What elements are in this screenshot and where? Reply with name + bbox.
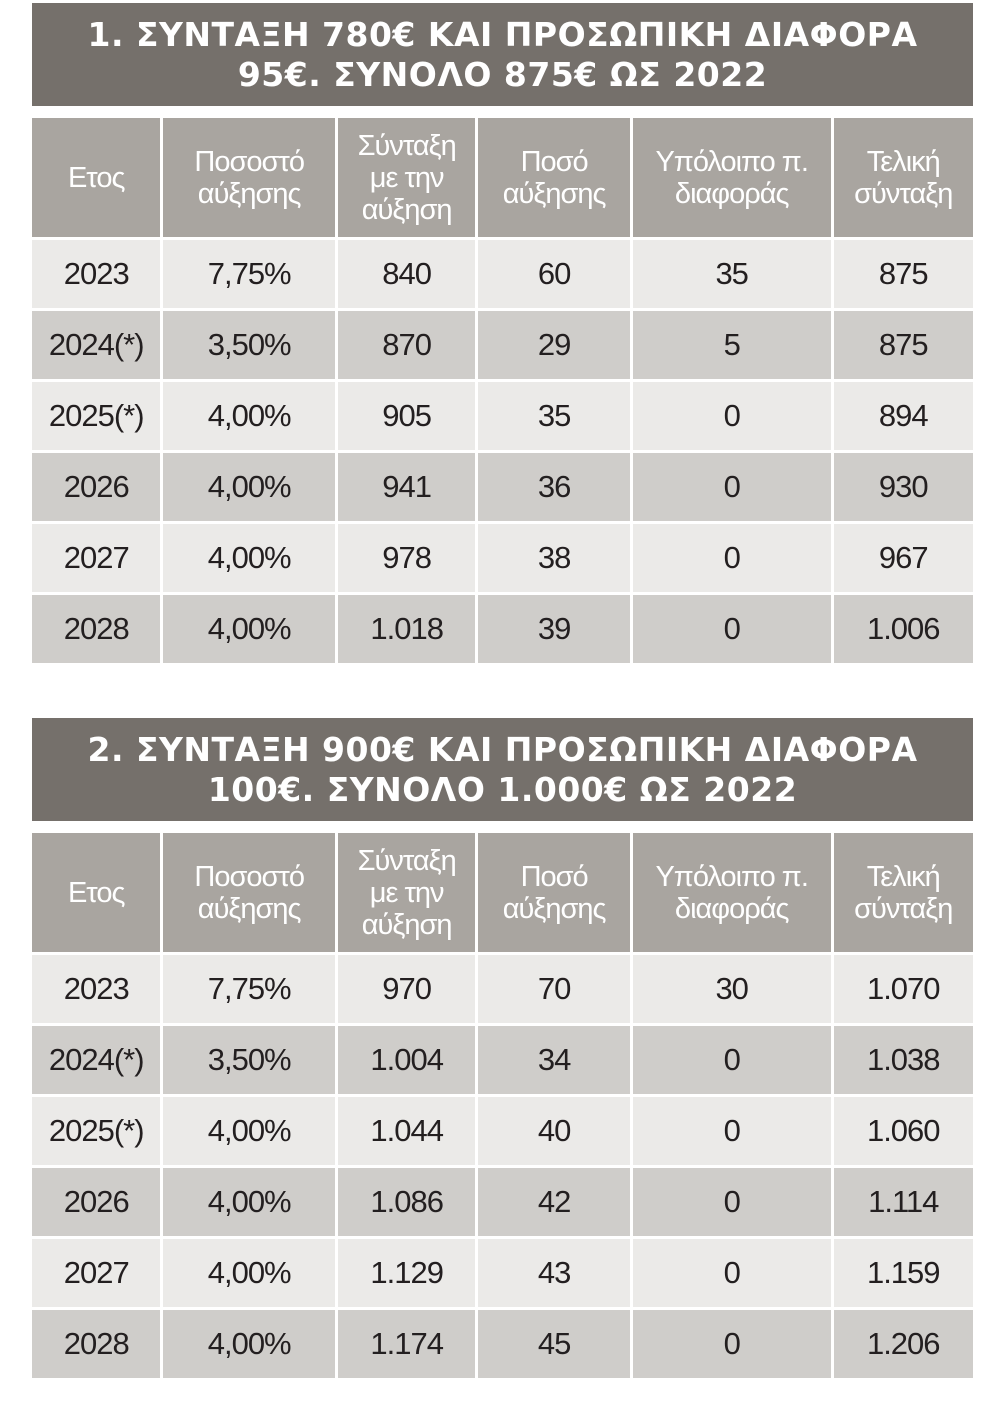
cell-remaining-difference: 0: [633, 524, 831, 592]
pension-table-2: [32, 718, 973, 1381]
cell-year: 2024(*): [32, 311, 160, 379]
title-line: 100€. ΣΥΝΟΛΟ 1.000€ ΩΣ 2022: [207, 769, 798, 809]
cell-pension-increased: 840: [338, 240, 475, 308]
cell-year: 2028: [32, 595, 160, 663]
cell-rate: 4,00%: [163, 382, 335, 450]
cell-year: 2026: [32, 453, 160, 521]
cell-final-pension: 1.206: [834, 1310, 974, 1378]
cell-final-pension: 1.060: [834, 1097, 974, 1165]
column-header: Υπόλοιπο π. διαφοράς: [633, 118, 831, 237]
cell-increase-amount: 36: [478, 453, 629, 521]
table-row: [32, 1310, 973, 1378]
cell-year: 2025(*): [32, 382, 160, 450]
cell-increase-amount: 29: [478, 311, 629, 379]
cell-final-pension: 1.006: [834, 595, 974, 663]
cell-increase-amount: 38: [478, 524, 629, 592]
cell-pension-increased: 905: [338, 382, 475, 450]
cell-year: 2027: [32, 524, 160, 592]
cell-pension-increased: 1.174: [338, 1310, 475, 1378]
cell-remaining-difference: 0: [633, 1026, 831, 1094]
pension-table-1: [32, 3, 973, 666]
cell-year: 2023: [32, 955, 160, 1023]
table-row: [32, 955, 973, 1023]
cell-remaining-difference: 5: [633, 311, 831, 379]
cell-rate: 4,00%: [163, 1310, 335, 1378]
cell-year: 2028: [32, 1310, 160, 1378]
cell-pension-increased: 941: [338, 453, 475, 521]
cell-final-pension: 1.070: [834, 955, 974, 1023]
cell-final-pension: 894: [834, 382, 974, 450]
cell-increase-amount: 43: [478, 1239, 629, 1307]
table-row: [32, 524, 973, 592]
cell-remaining-difference: 35: [633, 240, 831, 308]
cell-rate: 4,00%: [163, 1097, 335, 1165]
data-table: [29, 830, 976, 1381]
table-row: [32, 240, 973, 308]
cell-remaining-difference: 0: [633, 1310, 831, 1378]
cell-remaining-difference: 0: [633, 595, 831, 663]
cell-remaining-difference: 0: [633, 1239, 831, 1307]
table-row: [32, 1168, 973, 1236]
cell-rate: 3,50%: [163, 311, 335, 379]
cell-rate: 3,50%: [163, 1026, 335, 1094]
table-row: [32, 1097, 973, 1165]
column-header: Τελική σύνταξη: [834, 833, 974, 952]
column-header: Ποσοστό αύξησης: [163, 833, 335, 952]
cell-rate: 4,00%: [163, 453, 335, 521]
cell-year: 2027: [32, 1239, 160, 1307]
cell-final-pension: 967: [834, 524, 974, 592]
cell-pension-increased: 1.004: [338, 1026, 475, 1094]
column-header: Ποσό αύξησης: [478, 118, 629, 237]
cell-rate: 7,75%: [163, 955, 335, 1023]
column-header: Ποσό αύξησης: [478, 833, 629, 952]
title-line: 95€. ΣΥΝΟΛΟ 875€ ΩΣ 2022: [237, 54, 768, 94]
cell-final-pension: 1.159: [834, 1239, 974, 1307]
cell-remaining-difference: 0: [633, 1168, 831, 1236]
cell-final-pension: 875: [834, 311, 974, 379]
column-header: Σύνταξη με την αύξηση: [338, 118, 475, 237]
cell-remaining-difference: 0: [633, 382, 831, 450]
cell-increase-amount: 42: [478, 1168, 629, 1236]
cell-rate: 4,00%: [163, 524, 335, 592]
cell-increase-amount: 40: [478, 1097, 629, 1165]
cell-year: 2024(*): [32, 1026, 160, 1094]
table-row: [32, 382, 973, 450]
data-table: [29, 115, 976, 666]
title-line: 1. ΣΥΝΤΑΞΗ 780€ ΚΑΙ ΠΡΟΣΩΠΙΚΗ ΔΙΑΦΟΡΑ: [87, 14, 918, 54]
table-title: [32, 3, 973, 106]
cell-increase-amount: 39: [478, 595, 629, 663]
cell-rate: 4,00%: [163, 1168, 335, 1236]
title-line: 2. ΣΥΝΤΑΞΗ 900€ ΚΑΙ ΠΡΟΣΩΠΙΚΗ ΔΙΑΦΟΡΑ: [87, 729, 918, 769]
column-header: Τελική σύνταξη: [834, 118, 974, 237]
cell-increase-amount: 45: [478, 1310, 629, 1378]
table-title: [32, 718, 973, 821]
cell-rate: 4,00%: [163, 595, 335, 663]
header-row: [32, 833, 973, 952]
cell-increase-amount: 35: [478, 382, 629, 450]
column-header: Υπόλοιπο π. διαφοράς: [633, 833, 831, 952]
cell-pension-increased: 978: [338, 524, 475, 592]
cell-pension-increased: 1.086: [338, 1168, 475, 1236]
cell-year: 2025(*): [32, 1097, 160, 1165]
cell-final-pension: 875: [834, 240, 974, 308]
cell-remaining-difference: 0: [633, 453, 831, 521]
table-row: [32, 1026, 973, 1094]
table-row: [32, 311, 973, 379]
cell-year: 2026: [32, 1168, 160, 1236]
cell-increase-amount: 34: [478, 1026, 629, 1094]
cell-increase-amount: 70: [478, 955, 629, 1023]
table-row: [32, 1239, 973, 1307]
cell-year: 2023: [32, 240, 160, 308]
cell-increase-amount: 60: [478, 240, 629, 308]
cell-pension-increased: 1.129: [338, 1239, 475, 1307]
cell-pension-increased: 1.044: [338, 1097, 475, 1165]
cell-remaining-difference: 0: [633, 1097, 831, 1165]
table-row: [32, 595, 973, 663]
cell-pension-increased: 870: [338, 311, 475, 379]
cell-final-pension: 1.114: [834, 1168, 974, 1236]
column-header: Ποσοστό αύξησης: [163, 118, 335, 237]
column-header: Σύνταξη με την αύξηση: [338, 833, 475, 952]
cell-final-pension: 1.038: [834, 1026, 974, 1094]
column-header: Ετος: [32, 833, 160, 952]
cell-pension-increased: 1.018: [338, 595, 475, 663]
column-header: Ετος: [32, 118, 160, 237]
header-row: [32, 118, 973, 237]
cell-remaining-difference: 30: [633, 955, 831, 1023]
cell-final-pension: 930: [834, 453, 974, 521]
cell-rate: 4,00%: [163, 1239, 335, 1307]
table-row: [32, 453, 973, 521]
cell-pension-increased: 970: [338, 955, 475, 1023]
cell-rate: 7,75%: [163, 240, 335, 308]
